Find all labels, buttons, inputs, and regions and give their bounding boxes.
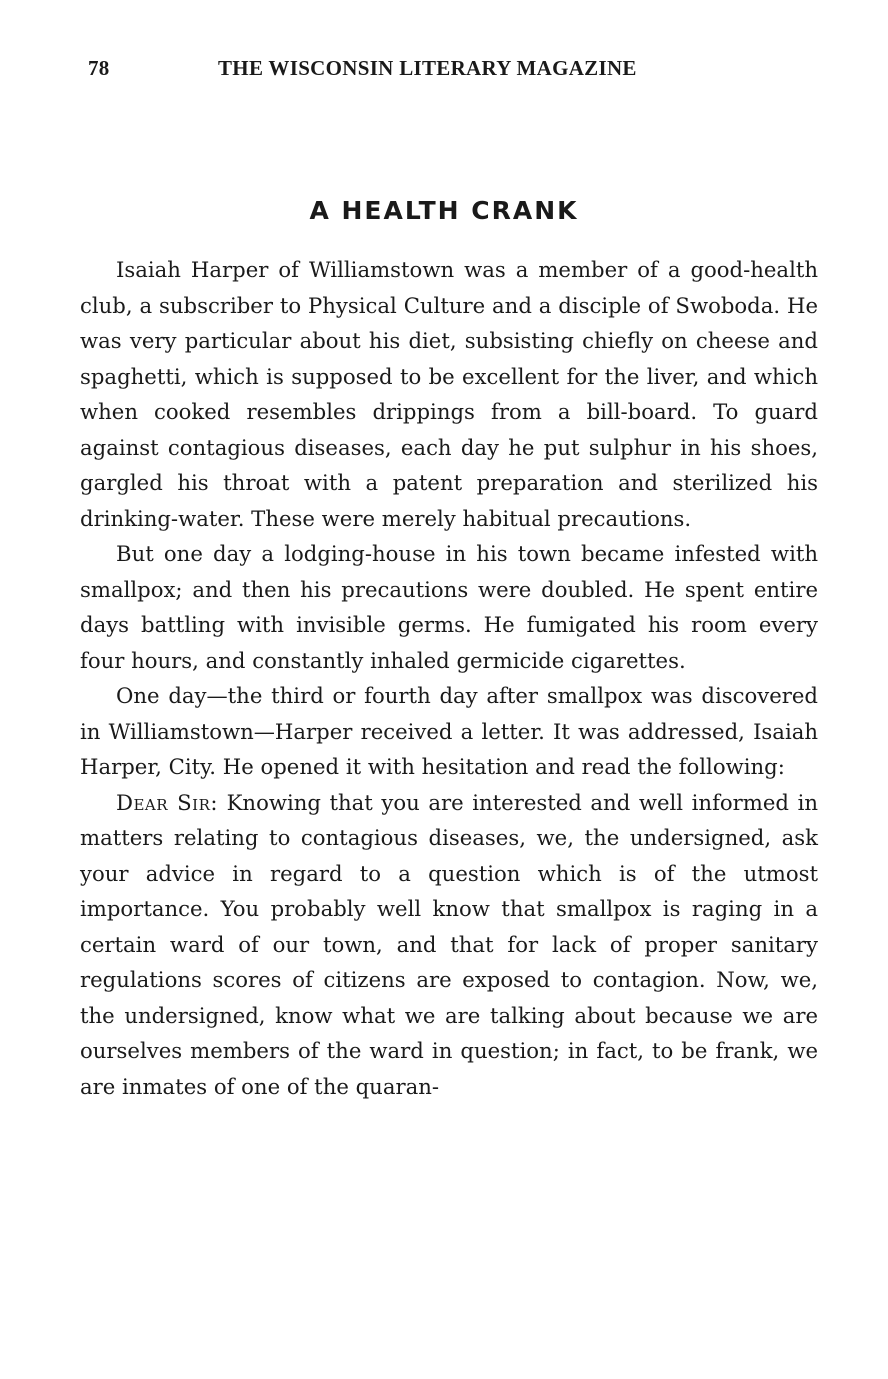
running-head — [88, 56, 800, 88]
page-number: 78 — [88, 56, 110, 80]
magazine-title: THE WISCONSIN LITERARY MAGAZINE — [218, 56, 637, 80]
article-body — [80, 252, 818, 1104]
paragraph: But one day a lodging-house in his town became infested with smallpox; and then his precautions were doubled. He spent entire days battling with invisible germs. He fumigated his room every four hours, and constantly inhaled germicide cigarettes. — [80, 541, 818, 673]
paragraph: One day—the third or fourth day after smallpox was discovered in Williamstown—Harper received a letter. It was addressed, Isaiah Harper, City. He opened it with hesitation and read the following: — [80, 683, 818, 779]
letter-text: Knowing that you are interested and well informed in matters relating to contagious diseases, we, the undersigned, ask your advice in regard to a question which is of the utmost importance. You probably well know that smallpox is raging in a certain ward of our town, and that for lack of proper sanitary regulations scores of citizens are exposed to contagion. Now, we, the undersigned, know what we are talking about because we are ourselves members of the ward in question; in fact, to be frank, we are inmates of one of the quaran- — [80, 789, 818, 1099]
paragraph: Isaiah Harper of Williamstown was a member of a good-health club, a subscriber to Physical Culture and a disciple of Swoboda. He was very particular about his diet, subsisting chiefly on cheese and spaghetti, which is supposed to be excellent for the liver, and which when cooked resembles drippings from a bill-board. To guard against contagious diseases, each day he put sulphur in his shoes, gargled his throat with a patent preparation and sterilized his drinking-water. These were merely habitual precautions. — [80, 257, 818, 531]
letter-salutation: Dear Sir: — [116, 789, 219, 815]
article-title: A HEALTH CRANK — [309, 196, 579, 225]
letter-paragraph — [80, 785, 818, 1105]
